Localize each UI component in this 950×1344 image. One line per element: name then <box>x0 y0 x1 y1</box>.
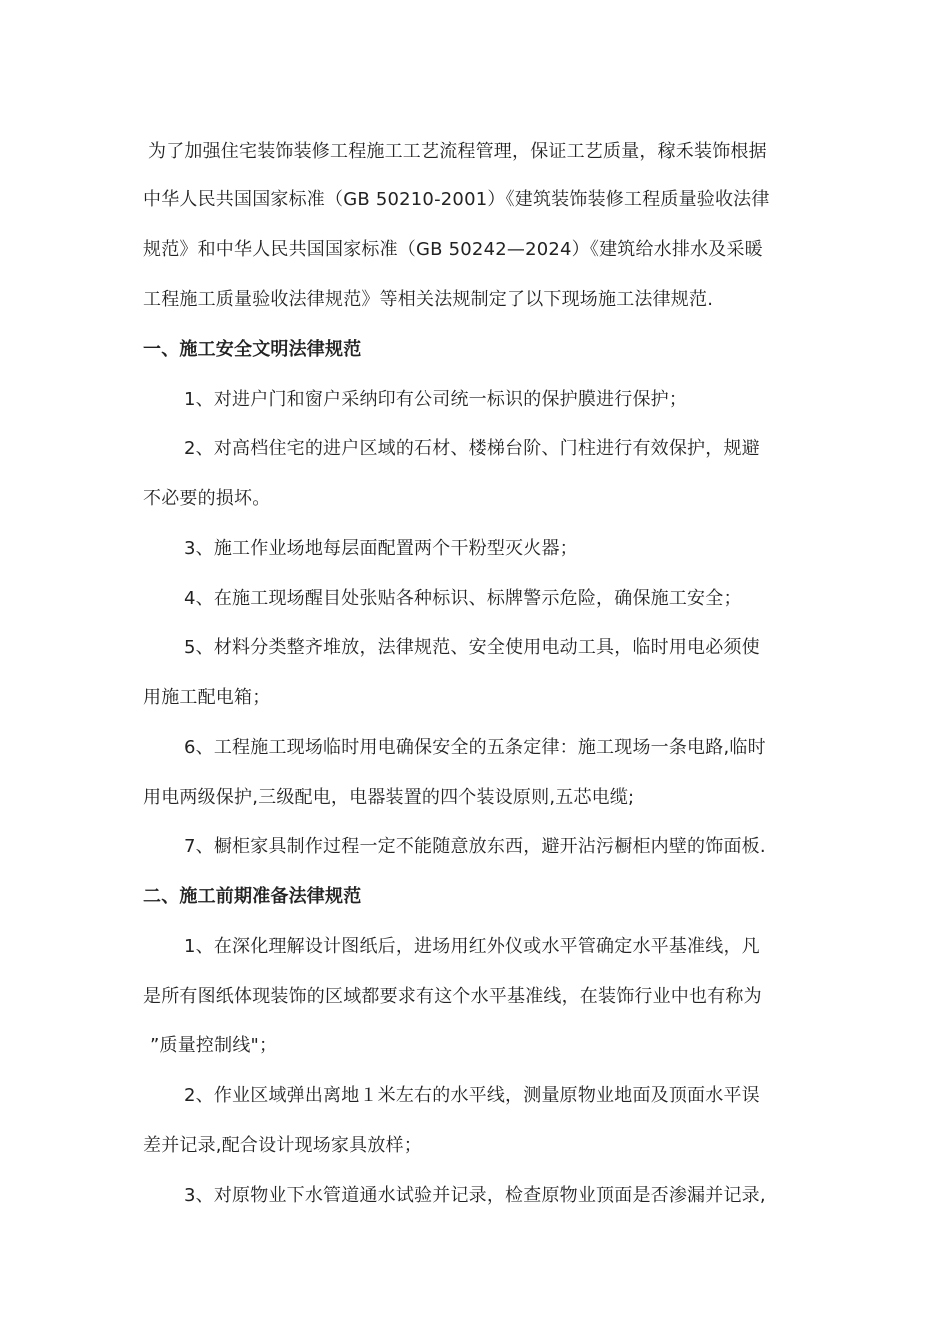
section-1-item-6-line-2: 用电两级保护,三级配电，电器装置的四个装设原则,五芯电缆; <box>143 787 635 808</box>
section-1-item-1: 1、对进户门和窗户采纳印有公司统一标识的保护膜进行保护； <box>184 389 688 410</box>
section-2-item-1-line-3: ”质量控制线"； <box>150 1035 278 1056</box>
section-1-item-2-line-2: 不必要的损坏。 <box>143 488 271 509</box>
section-1-item-2-line-1: 2、对高档住宅的进户区域的石材、楼梯台阶、门柱进行有效保护，规避 <box>184 438 760 459</box>
section-2-item-1-line-1: 1、在深化理解设计图纸后，进场用红外仪或水平管确定水平基准线，凡 <box>184 936 760 957</box>
intro-line-3: 规范》和中华人民共国国家标准（GB 50242—2024）《建筑给水排水及采暖 <box>143 239 763 260</box>
section-1-item-6-line-1: 6、工程施工现场临时用电确保安全的五条定律：施工现场一条电路,临时 <box>184 737 766 758</box>
section-1-item-5-line-2: 用施工配电箱； <box>143 687 271 708</box>
section-2-item-2-line-1: 2、作业区域弹出离地１米左右的水平线，测量原物业地面及顶面水平误 <box>184 1085 760 1106</box>
section-1-item-5-line-1: 5、材料分类整齐堆放，法律规范、安全使用电动工具，临时用电必须使 <box>184 637 760 658</box>
section-2-item-2-line-2: 差并记录,配合设计现场家具放样； <box>143 1135 422 1156</box>
section-2-item-1-line-2: 是所有图纸体现装饰的区域都要求有这个水平基准线，在装饰行业中也有称为 <box>143 986 762 1007</box>
section-2-item-3-line-1: 3、对原物业下水管道通水试验并记录，检查原物业顶面是否渗漏并记录, <box>184 1185 766 1206</box>
section-1-item-3: 3、施工作业场地每层面配置两个干粉型灭火器； <box>184 538 578 559</box>
intro-line-4: 工程施工质量验收法律规范》等相关法规制定了以下现场施工法律规范. <box>143 289 714 310</box>
intro-line-1: 为了加强住宅装饰装修工程施工工艺流程管理，保证工艺质量，稼禾装饰根据 <box>148 141 767 162</box>
section-1-item-7: 7、橱柜家具制作过程一定不能随意放东西，避开沾污橱柜内壁的饰面板. <box>184 836 766 857</box>
section-1-item-4: 4、在施工现场醒目处张贴各种标识、标牌警示危险，确保施工安全； <box>184 588 742 609</box>
section-1-heading: 一、施工安全文明法律规范 <box>143 339 362 360</box>
intro-line-2: 中华人民共国国家标准（GB 50210-2001）《建筑装饰装修工程质量验收法律 <box>143 189 770 210</box>
section-2-heading: 二、施工前期准备法律规范 <box>143 886 362 907</box>
